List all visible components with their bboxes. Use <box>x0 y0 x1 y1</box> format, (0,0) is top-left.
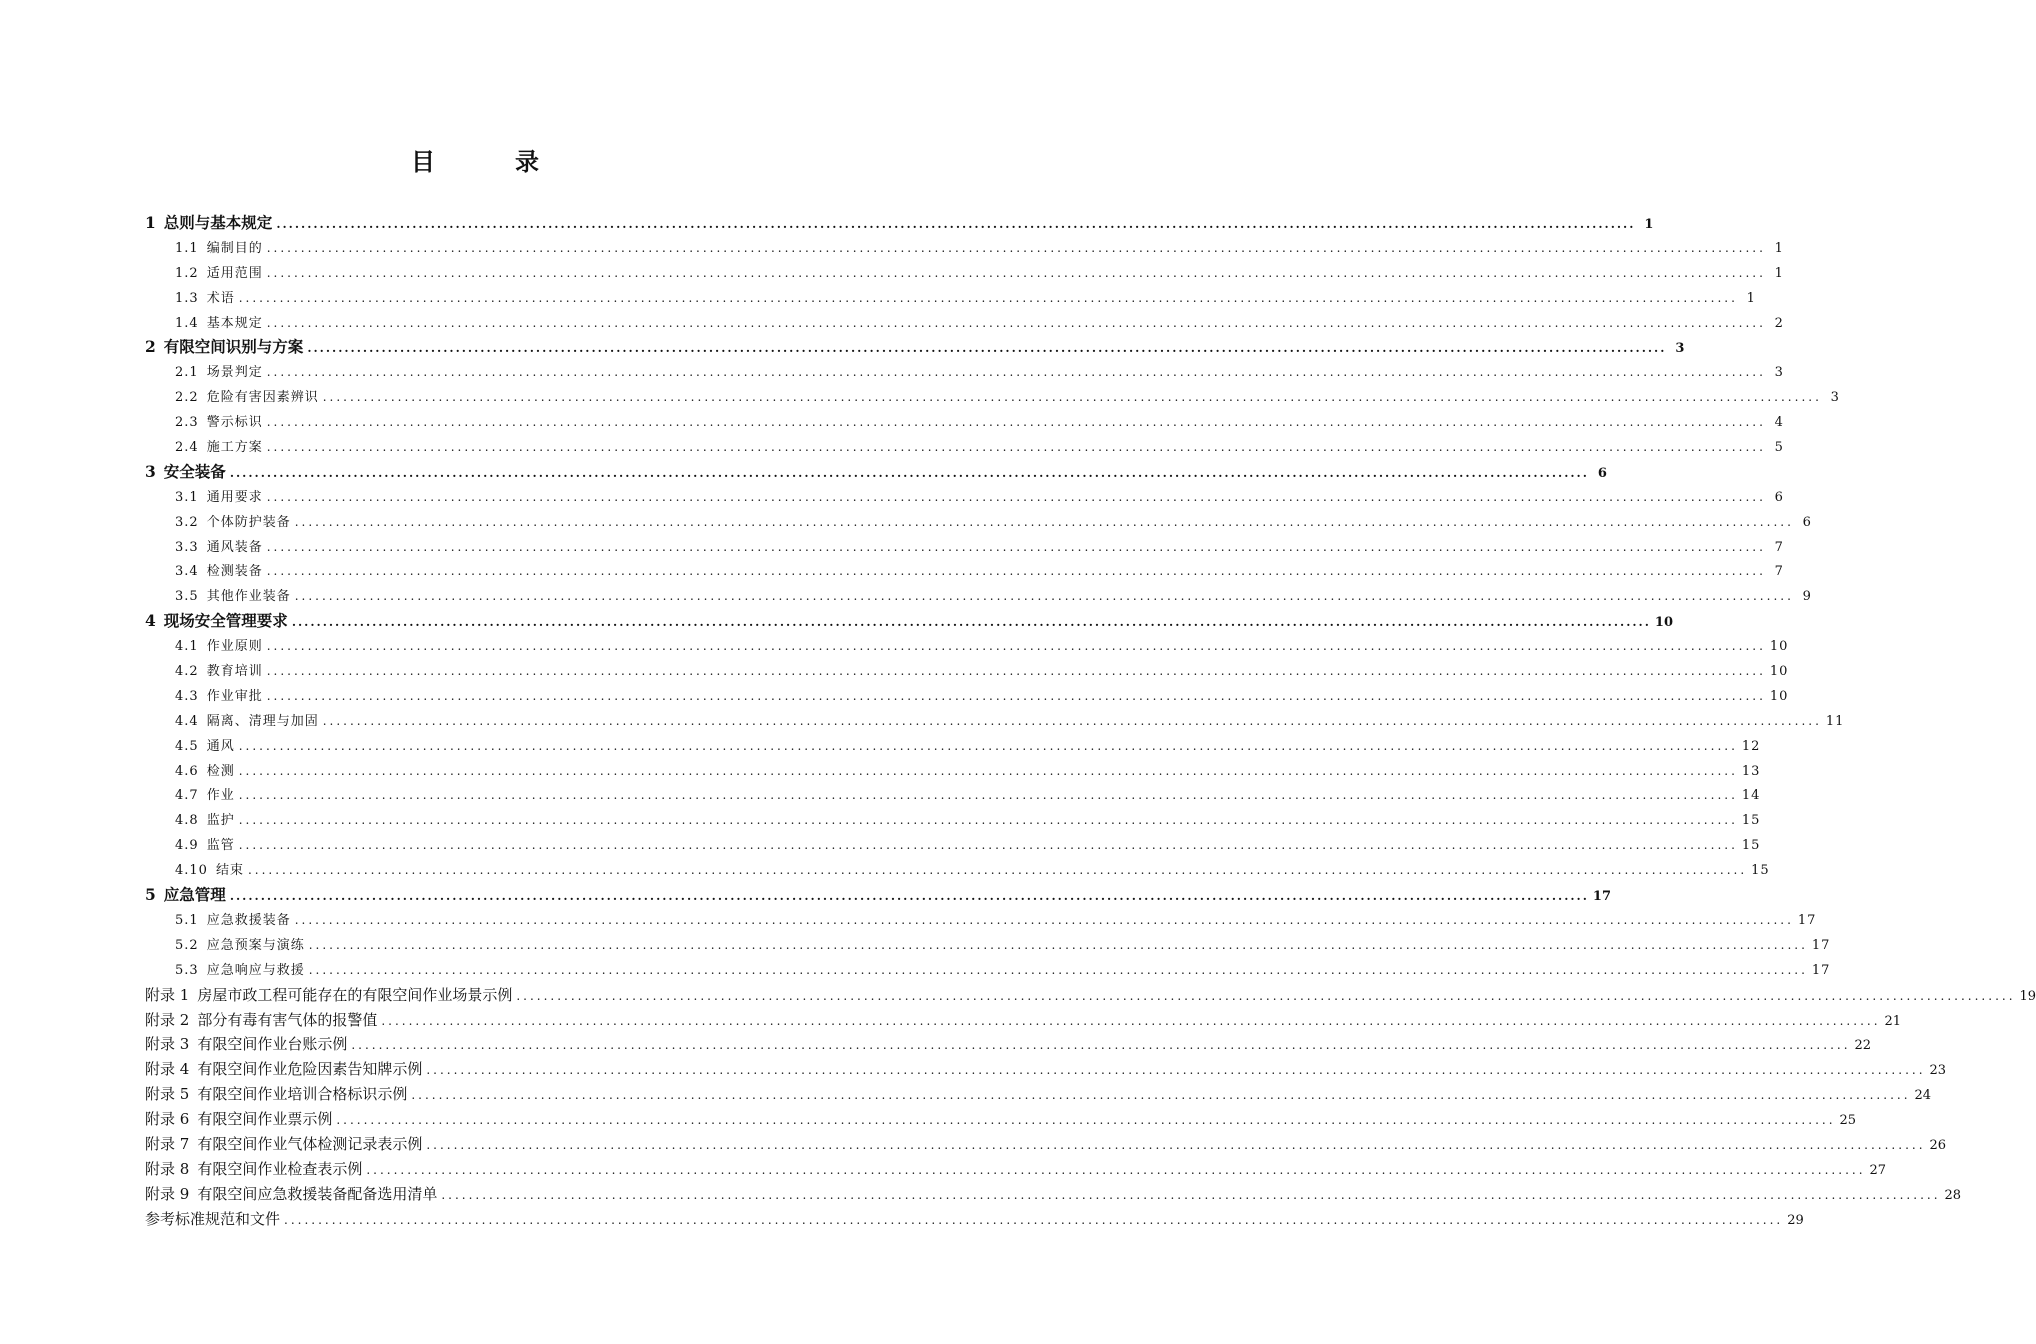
toc-page-number: 6 <box>1774 489 1784 505</box>
toc-section-entry[interactable] <box>145 958 1831 983</box>
toc-dot-leader: ............................................................................................................................................................................................................................ <box>238 813 1738 828</box>
toc-page-number: 25 <box>1839 1113 1857 1129</box>
toc-section-entry[interactable] <box>145 236 1784 261</box>
toc-page-number: 15 <box>1741 813 1761 829</box>
toc-page-number: 10 <box>1654 615 1674 631</box>
toc-entry-title: 教育培训 <box>206 664 263 680</box>
toc-dot-leader: ............................................................................................................................................................................................................................ <box>266 315 1766 330</box>
toc-page-number: 9 <box>1802 589 1812 605</box>
toc-entry-number: 3.4 <box>175 564 199 580</box>
toc-dot-leader: ............................................................................................................................................................................................................................ <box>276 217 1636 231</box>
toc-entry-title: 危险有害因素辨识 <box>206 390 319 406</box>
toc-dot-leader: ............................................................................................................................................................................................................................ <box>229 465 1589 480</box>
toc-appendix-entry[interactable] <box>145 1057 1947 1082</box>
toc-entry-number: 附录 5 <box>145 1085 190 1104</box>
toc-entry-title: 个体防护装备 <box>206 514 291 530</box>
toc-entry-title: 检测装备 <box>206 564 263 580</box>
toc-dot-leader: ............................................................................................................................................................................................................................ <box>229 889 1589 904</box>
toc-section-entry[interactable] <box>145 734 1761 759</box>
toc-dot-leader: ............................................................................................................................................................................................................................ <box>426 1137 1926 1152</box>
toc-dot-leader: ............................................................................................................................................................................................................................ <box>322 713 1822 728</box>
toc-entry-title: 作业 <box>206 788 235 804</box>
toc-dot-leader: ............................................................................................................................................................................................................................ <box>291 615 1651 630</box>
toc-entry-title: 有限空间作业台账示例 <box>197 1035 348 1054</box>
toc-dot-leader: ............................................................................................................................................................................................................................ <box>266 564 1766 579</box>
toc-entry-number: 4.7 <box>175 788 199 804</box>
toc-section-entry[interactable] <box>145 410 1784 435</box>
toc-appendix-entry[interactable] <box>145 1032 1872 1057</box>
toc-page-number: 17 <box>1797 912 1817 928</box>
toc-page-number: 11 <box>1825 713 1845 729</box>
toc-section-entry[interactable] <box>145 659 1789 684</box>
toc-dot-leader: ............................................................................................................................................................................................................................ <box>294 514 1794 529</box>
toc-entry-title: 编制目的 <box>206 240 263 256</box>
toc-page-number: 17 <box>1592 889 1612 905</box>
toc-page-number: 2 <box>1774 315 1784 331</box>
toc-entry-number: 3.1 <box>175 489 199 505</box>
toc-entry-number: 4.4 <box>175 713 199 729</box>
toc-appendix-entry[interactable] <box>145 983 2036 1008</box>
toc-entry-title: 隔离、清理与加固 <box>206 713 319 729</box>
toc-section-entry[interactable] <box>145 510 1812 535</box>
toc-dot-leader: ............................................................................................................................................................................................................................ <box>238 788 1738 803</box>
toc-entry-title: 结束 <box>215 863 244 879</box>
toc-page-number: 19 <box>2019 988 2036 1004</box>
toc-dot-leader: ............................................................................................................................................................................................................................ <box>266 365 1766 380</box>
toc-dot-leader: ............................................................................................................................................................................................................................ <box>266 440 1766 455</box>
toc-dot-leader: ............................................................................................................................................................................................................................ <box>238 763 1738 778</box>
toc-entry-title: 应急救援装备 <box>206 912 291 928</box>
toc-section-entry[interactable] <box>145 535 1784 560</box>
toc-entry-title: 作业原则 <box>206 639 263 655</box>
toc-page-number: 14 <box>1741 788 1761 804</box>
toc-page-number: 7 <box>1774 564 1784 580</box>
toc-page-number: 28 <box>1944 1187 1962 1203</box>
toc-appendix-entry[interactable] <box>145 1082 1932 1107</box>
toc-entry-number: 4 <box>145 611 156 631</box>
toc-entry-title: 场景判定 <box>206 365 263 381</box>
toc-page-number: 22 <box>1854 1038 1872 1054</box>
toc-entry-number: 5.3 <box>175 962 199 978</box>
toc-entry-title: 监管 <box>206 838 235 854</box>
toc-appendix-entry[interactable] <box>145 1132 1947 1157</box>
toc-entry-title: 有限空间作业危险因素告知牌示例 <box>197 1060 423 1079</box>
toc-section-entry[interactable] <box>145 783 1761 808</box>
toc-entry-title: 基本规定 <box>206 315 263 331</box>
toc-page-number: 3 <box>1675 341 1685 357</box>
toc-entry-number: 附录 4 <box>145 1060 190 1079</box>
toc-entry-number: 3.3 <box>175 539 199 555</box>
toc-page-number: 23 <box>1929 1063 1947 1079</box>
toc-entry-title: 有限空间作业培训合格标识示例 <box>197 1085 408 1104</box>
toc-chapter-entry[interactable] <box>145 211 1654 236</box>
toc-section-entry[interactable] <box>145 634 1789 659</box>
toc-appendix-entry[interactable] <box>145 1107 1857 1132</box>
toc-entry-number: 4.5 <box>175 738 199 754</box>
toc-entry-number: 3.5 <box>175 589 199 605</box>
toc-entry-title: 应急响应与救援 <box>206 962 305 978</box>
toc-entry-title: 其他作业装备 <box>206 589 291 605</box>
toc-dot-leader: ............................................................................................................................................................................................................................ <box>366 1162 1866 1177</box>
toc-section-entry[interactable] <box>145 261 1784 286</box>
toc-entry-number: 附录 7 <box>145 1134 190 1153</box>
toc-dot-leader: ............................................................................................................................................................................................................................ <box>381 1013 1881 1028</box>
toc-page-number: 17 <box>1811 937 1831 953</box>
toc-entry-title: 参考标准规范和文件 <box>145 1209 281 1228</box>
toc-dot-leader: ............................................................................................................................................................................................................................ <box>266 639 1766 654</box>
toc-dot-leader: ............................................................................................................................................................................................................................ <box>411 1088 1911 1103</box>
toc-entry-number: 4.10 <box>175 863 208 879</box>
toc-entry-title: 部分有毒有害气体的报警值 <box>197 1010 378 1029</box>
toc-entry-number: 4.2 <box>175 664 199 680</box>
toc-dot-leader: ............................................................................................................................................................................................................................ <box>247 863 1748 878</box>
toc-dot-leader: ............................................................................................................................................................................................................................ <box>238 738 1738 753</box>
toc-dot-leader: ............................................................................................................................................................................................................................ <box>284 1212 1784 1227</box>
toc-entry-number: 附录 9 <box>145 1184 190 1203</box>
toc-section-entry[interactable] <box>145 385 1840 410</box>
toc-entry-title: 作业审批 <box>206 688 263 704</box>
toc-section-entry[interactable] <box>145 559 1784 584</box>
toc-entry-number: 1.3 <box>175 290 199 306</box>
toc-dot-leader: ............................................................................................................................................................................................................................ <box>308 962 1808 977</box>
toc-entry-number: 2.2 <box>175 390 199 406</box>
toc-entry-title: 有限空间识别与方案 <box>163 337 304 357</box>
toc-chapter-entry[interactable] <box>145 460 1607 485</box>
toc-page-number: 6 <box>1802 514 1812 530</box>
toc-page-number: 4 <box>1774 415 1784 431</box>
toc-section-entry[interactable] <box>145 684 1789 709</box>
toc-page-number: 21 <box>1884 1013 1902 1029</box>
toc-chapter-entry[interactable] <box>145 335 1685 360</box>
toc-page-number: 27 <box>1869 1162 1887 1178</box>
toc-entry-number: 5.2 <box>175 937 199 953</box>
toc-page-number: 15 <box>1741 838 1761 854</box>
toc-entry-number: 2 <box>145 337 156 357</box>
toc-entry-title: 安全装备 <box>163 461 226 481</box>
toc-appendix-entry[interactable] <box>145 1182 1962 1207</box>
toc-page-number: 10 <box>1769 688 1789 704</box>
toc-entry-number: 2.3 <box>175 415 199 431</box>
toc-entry-number: 附录 3 <box>145 1035 190 1054</box>
toc-dot-leader: ............................................................................................................................................................................................................................ <box>266 489 1766 504</box>
toc-entry-number: 2.1 <box>175 365 199 381</box>
toc-entry-title: 有限空间作业检查表示例 <box>197 1159 363 1178</box>
table-of-contents <box>145 211 2036 1232</box>
toc-section-entry[interactable] <box>145 808 1761 833</box>
toc-section-entry[interactable] <box>145 311 1784 336</box>
toc-entry-number: 附录 6 <box>145 1110 190 1129</box>
toc-dot-leader: ............................................................................................................................................................................................................................ <box>266 664 1766 679</box>
page-title: 目 录 <box>411 147 567 176</box>
toc-entry-title: 术语 <box>206 290 235 306</box>
toc-entry-title: 施工方案 <box>206 440 263 456</box>
toc-entry-number: 附录 8 <box>145 1159 190 1178</box>
toc-entry-title: 有限空间作业气体检测记录表示例 <box>197 1134 423 1153</box>
toc-page-number: 3 <box>1774 365 1784 381</box>
toc-entry-number: 2.4 <box>175 440 199 456</box>
toc-section-entry[interactable] <box>145 908 1817 933</box>
toc-entry-number: 1.2 <box>175 265 199 281</box>
toc-entry-title: 有限空间应急救援装备配备选用清单 <box>197 1184 438 1203</box>
toc-entry-title: 通用要求 <box>206 489 263 505</box>
toc-entry-number: 1.4 <box>175 315 199 331</box>
toc-entry-number: 1 <box>145 213 156 232</box>
toc-entry-title: 总则与基本规定 <box>163 213 273 232</box>
toc-page-number: 1 <box>1774 240 1784 256</box>
toc-entry-title: 应急预案与演练 <box>206 937 305 953</box>
toc-page-number: 24 <box>1914 1088 1932 1104</box>
toc-page-number: 1 <box>1644 217 1654 232</box>
toc-section-entry[interactable] <box>145 933 1831 958</box>
toc-section-entry[interactable] <box>145 360 1784 385</box>
toc-section-entry[interactable] <box>145 435 1784 460</box>
toc-entry-number: 4.6 <box>175 763 199 779</box>
toc-page-number: 17 <box>1811 962 1831 978</box>
toc-entry-number: 4.8 <box>175 813 199 829</box>
toc-entry-title: 现场安全管理要求 <box>163 611 288 631</box>
toc-page-number: 5 <box>1774 440 1784 456</box>
toc-page-number: 10 <box>1769 664 1789 680</box>
toc-page-number: 1 <box>1774 265 1784 281</box>
toc-page-number: 13 <box>1741 763 1761 779</box>
toc-page-number: 26 <box>1929 1137 1947 1153</box>
toc-appendix-entry[interactable] <box>145 1207 1804 1232</box>
toc-section-entry[interactable] <box>145 485 1784 510</box>
toc-entry-number: 4.1 <box>175 639 199 655</box>
toc-entry-number: 附录 2 <box>145 1010 190 1029</box>
toc-entry-title: 警示标识 <box>206 415 263 431</box>
toc-entry-title: 检测 <box>206 763 235 779</box>
toc-entry-number: 4.3 <box>175 688 199 704</box>
toc-dot-leader: ............................................................................................................................................................................................................................ <box>294 912 1794 927</box>
toc-page-number: 10 <box>1769 639 1789 655</box>
toc-section-entry[interactable] <box>145 286 1756 311</box>
toc-entry-number: 5 <box>145 885 156 905</box>
toc-dot-leader: ............................................................................................................................................................................................................................ <box>426 1063 1926 1078</box>
toc-dot-leader: ............................................................................................................................................................................................................................ <box>336 1113 1836 1128</box>
toc-section-entry[interactable] <box>145 858 1770 883</box>
toc-dot-leader: ............................................................................................................................................................................................................................ <box>266 688 1766 703</box>
toc-page-number: 1 <box>1746 290 1756 306</box>
toc-dot-leader: ............................................................................................................................................................................................................................ <box>238 290 1738 305</box>
toc-section-entry[interactable] <box>145 709 1845 734</box>
toc-entry-title: 适用范围 <box>206 265 263 281</box>
toc-dot-leader: ............................................................................................................................................................................................................................ <box>441 1187 1941 1202</box>
toc-dot-leader: ............................................................................................................................................................................................................................ <box>322 390 1822 405</box>
toc-dot-leader: ............................................................................................................................................................................................................................ <box>351 1038 1851 1053</box>
toc-dot-leader: ............................................................................................................................................................................................................................ <box>238 838 1738 853</box>
toc-entry-title: 通风装备 <box>206 539 263 555</box>
toc-dot-leader: ............................................................................................................................................................................................................................ <box>294 589 1794 604</box>
toc-dot-leader: ............................................................................................................................................................................................................................ <box>308 937 1808 952</box>
toc-dot-leader: ............................................................................................................................................................................................................................ <box>307 341 1667 356</box>
toc-entry-title: 应急管理 <box>163 885 226 905</box>
toc-page-number: 7 <box>1774 539 1784 555</box>
toc-chapter-entry[interactable] <box>145 883 1612 908</box>
toc-dot-leader: ............................................................................................................................................................................................................................ <box>266 415 1766 430</box>
toc-dot-leader: ............................................................................................................................................................................................................................ <box>266 240 1766 255</box>
toc-dot-leader: ............................................................................................................................................................................................................................ <box>516 988 2016 1003</box>
toc-entry-number: 4.9 <box>175 838 199 854</box>
toc-page-number: 29 <box>1787 1212 1804 1228</box>
toc-section-entry[interactable] <box>145 833 1761 858</box>
toc-page-number: 12 <box>1741 738 1761 754</box>
toc-appendix-entry[interactable] <box>145 1008 1902 1033</box>
toc-appendix-entry[interactable] <box>145 1157 1887 1182</box>
toc-entry-title: 监护 <box>206 813 235 829</box>
toc-entry-number: 1.1 <box>175 240 199 256</box>
toc-entry-number: 3 <box>145 461 156 481</box>
toc-dot-leader: ............................................................................................................................................................................................................................ <box>266 539 1766 554</box>
toc-entry-title: 房屋市政工程可能存在的有限空间作业场景示例 <box>197 985 513 1004</box>
toc-entry-title: 通风 <box>206 738 235 754</box>
toc-entry-number: 附录 1 <box>145 985 190 1004</box>
toc-dot-leader: ............................................................................................................................................................................................................................ <box>266 265 1766 280</box>
toc-entry-number: 5.1 <box>175 912 199 928</box>
toc-section-entry[interactable] <box>145 759 1761 784</box>
toc-entry-number: 3.2 <box>175 514 199 530</box>
toc-entry-title: 有限空间作业票示例 <box>197 1110 333 1129</box>
toc-page-number: 15 <box>1751 863 1770 879</box>
toc-page-number: 3 <box>1830 390 1840 406</box>
toc-section-entry[interactable] <box>145 584 1812 609</box>
toc-chapter-entry[interactable] <box>145 609 1674 634</box>
toc-page-number: 6 <box>1597 465 1607 481</box>
